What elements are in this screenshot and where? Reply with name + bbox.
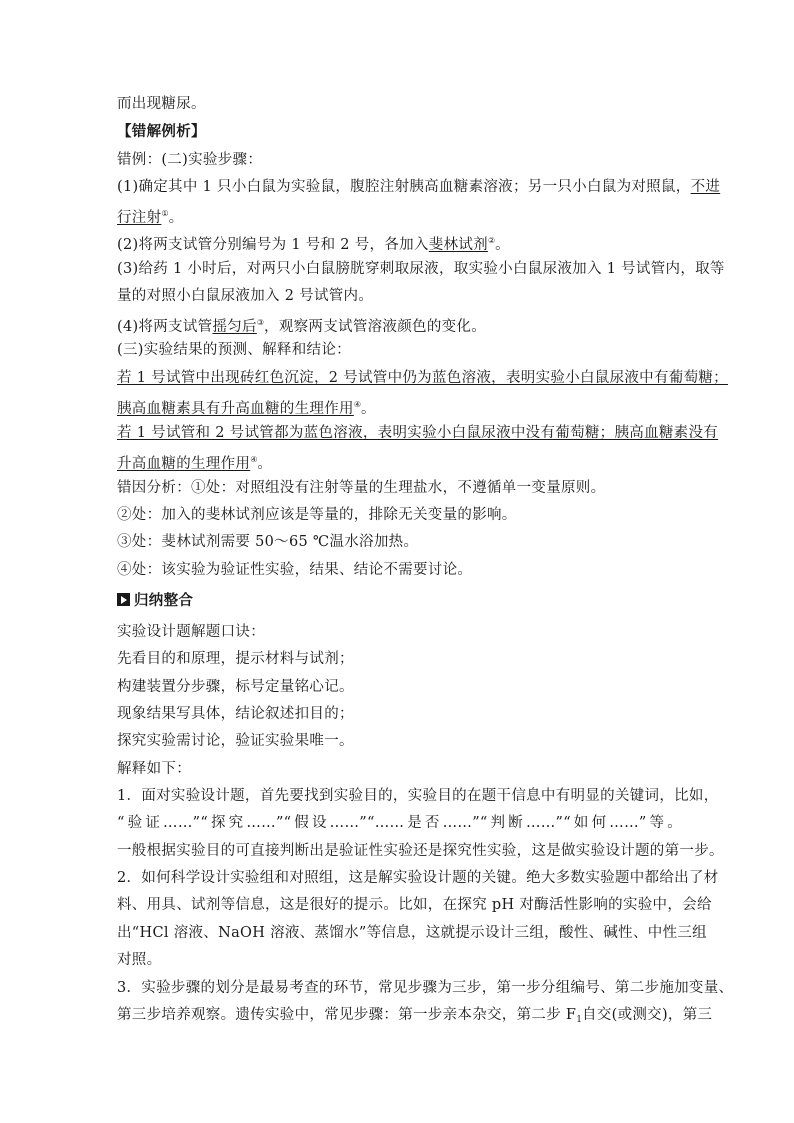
text-line (117, 450, 682, 474)
error-marker: ② (487, 236, 496, 245)
text-line (117, 759, 682, 779)
text-span: 第三步培养观察。遗传实验中，常见步骤：第一步亲本杂交，第二步 F (117, 1007, 577, 1023)
text-line (117, 731, 682, 751)
underlined-text: 斐林试剂 (428, 237, 488, 253)
error-marker: ④ (353, 400, 361, 409)
subscript: 1 (576, 1015, 583, 1025)
underlined-text: 不进 (690, 179, 721, 195)
heading-text: 【错解例析】 (117, 123, 206, 140)
text-span: ，观察两支试管溶液颜色的变化。 (264, 319, 487, 335)
text-line (117, 94, 682, 114)
text-line (117, 622, 682, 642)
text-line (117, 259, 725, 279)
text-line (117, 868, 719, 888)
underlined-text: 胰高血糖素具有升高血糖的生理作用 (117, 401, 354, 417)
text-span: 先看目的和原理，提示材料与试剂； (117, 651, 354, 667)
text-line (117, 1005, 713, 1030)
text-span: 。 (360, 401, 376, 417)
text-line (117, 395, 682, 419)
text-line (117, 204, 682, 228)
text-span: 错因分析：①处：对照组没有注射等量的生理盐水，不遵循单一变量原则。 (117, 480, 606, 496)
underlined-text: 若 1 号试管和 2 号试管都为蓝色溶液，表明实验小白鼠尿液中没有葡萄糖；胰高血糖素没有 (117, 425, 719, 441)
text-line (117, 649, 682, 669)
text-span: ③处：斐林试剂需要 50～65 ℃温水浴加热。 (117, 534, 419, 550)
text-span: 构建装置分步骤，标号定量铭心记。 (117, 679, 354, 695)
text-line (117, 177, 721, 197)
text-span: 现象结果写具体，结论叙述扣目的； (117, 706, 354, 722)
text-line (117, 786, 719, 806)
text-span: ④处：该实验为验证性实验，结果、结论不需要讨论。 (117, 562, 473, 578)
text-span: “验证……”“探究……”“假设……”“……是否……”“判断……”“如何……”等。 (117, 815, 682, 831)
text-span: 1．面对实验设计题，首先要找到实验目的，实验目的在题干信息中有明显的关键词，比如， (117, 788, 719, 804)
section-heading-error-analysis (117, 122, 682, 142)
text-line (117, 895, 712, 915)
text-span: 错例：(二)实验步骤： (117, 152, 263, 168)
text-line (117, 150, 682, 170)
underlined-text: 摇匀后 (212, 319, 257, 335)
text-span: 料、用具、试剂等信息，这是很好的提示。比如，在探究 pH 对酶活性影响的实验中，会给 (117, 897, 712, 913)
text-line (117, 560, 682, 580)
text-line (117, 368, 728, 388)
text-span: 实验设计题解题口诀： (117, 624, 265, 640)
text-line (117, 286, 682, 306)
text-line (117, 231, 682, 255)
text-span: (2)将两支试管分别编号为 1 号和 2 号，各加入 (117, 237, 429, 253)
text-span: (4)将两支试管 (117, 319, 213, 335)
error-marker: ④ (250, 455, 258, 464)
underlined-text: 若 1 号试管中出现砖红色沉淀，2 号试管中仍为蓝色溶液，表明实验小白鼠尿液中有葡萄糖； (117, 370, 728, 386)
error-marker: ③ (256, 318, 265, 327)
text-line (117, 704, 682, 724)
text-line (117, 313, 682, 337)
text-span: ②处：加入的斐林试剂应该是等量的，排除无关变量的影响。 (117, 507, 517, 523)
text-span: 。 (257, 456, 273, 472)
section-heading-summary (117, 591, 682, 611)
text-span: 自交(或测交)，第三 (582, 1007, 713, 1023)
play-triangle-icon (117, 593, 130, 606)
text-span: 。 (168, 210, 184, 226)
text-line (117, 423, 719, 443)
text-span: 3．实验步骤的划分是最易考查的环节，常见步骤为三步，第一步分组编号、第二步施加变量、 (117, 980, 734, 996)
underlined-text: 行注射 (117, 210, 162, 226)
text-line (117, 340, 682, 360)
text-line (117, 532, 682, 552)
text-span: 。 (495, 237, 510, 253)
text-span: 2．如何科学设计实验组和对照组，这是解实验设计题的关键。绝大多数实验题中都给出了材 (117, 870, 719, 886)
text-span: (3)给药 1 小时后，对两只小白鼠膀胱穿刺取尿液，取实验小白鼠尿液加入 1 号试管内，取等 (117, 261, 725, 277)
text-span: 解释如下： (117, 761, 191, 777)
underlined-text: 升高血糖的生理作用 (117, 456, 251, 472)
text-line (117, 978, 734, 998)
text-span: 而出现糖尿。 (117, 96, 206, 112)
text-line (117, 813, 682, 833)
text-span: (1)确定其中 1 只小白鼠为实验鼠，腹腔注射胰高血糖素溶液；另一只小白鼠为对照鼠， (117, 179, 691, 195)
text-span: (三)实验结果的预测、解释和结论： (117, 342, 351, 358)
text-line (117, 841, 724, 861)
text-span: 一般根据实验目的可直接判断出是验证性实验还是探究性实验，这是做实验设计题的第一步。 (117, 843, 724, 859)
error-marker: ① (161, 209, 169, 218)
text-span: 探究实验需讨论，验证实验果唯一。 (117, 733, 354, 749)
text-line (117, 923, 707, 943)
text-line (117, 478, 682, 498)
heading-text: 归纳整合 (134, 592, 194, 609)
text-span: 对照。 (117, 952, 162, 968)
text-span: 量的对照小白鼠尿液加入 2 号试管内。 (117, 288, 374, 304)
text-line (117, 677, 682, 697)
text-line (117, 505, 682, 525)
text-line (117, 950, 682, 970)
text-span: 出“HCl 溶液、NaOH 溶液、蒸馏水”等信息，这就提示设计三组，酸性、碱性、中性三组 (117, 925, 707, 941)
